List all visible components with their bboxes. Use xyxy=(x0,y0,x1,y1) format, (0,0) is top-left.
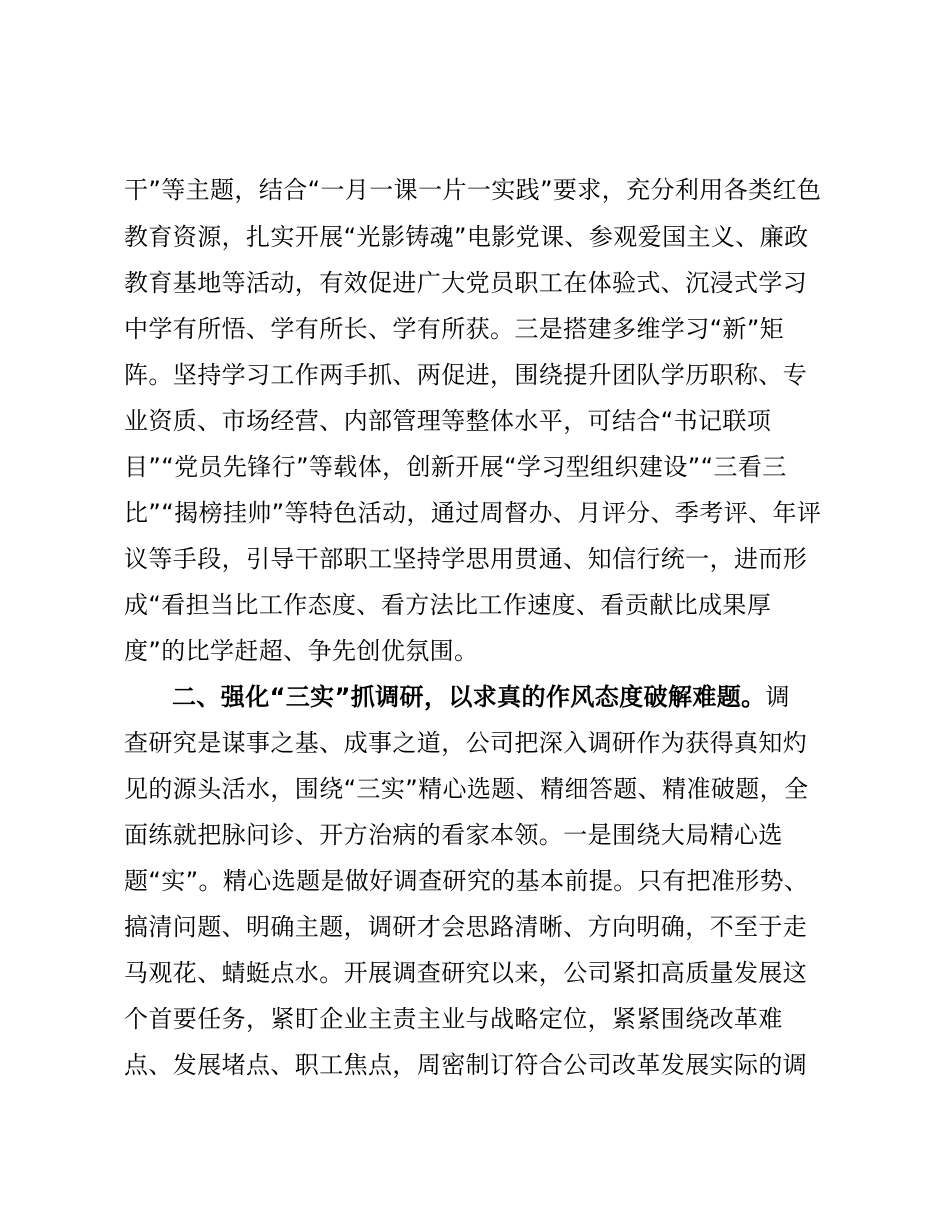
paragraph-line: 马观花、蜻蜓点水。开展调查研究以来，公司紧扣高质量发展这 xyxy=(124,959,808,987)
paragraph-line: 阵。坚持学习工作两手抓、两促进，围绕提升团队学历职称、专 xyxy=(124,361,808,389)
heading-line-continuation: 调 xyxy=(765,683,790,711)
paragraph-line: 干”等主题，结合“一月一课一片一实践”要求，充分利用各类红色 xyxy=(124,176,822,204)
paragraph-line: 教育基地等活动，有效促进广大党员职工在体验式、沉浸式学习 xyxy=(124,269,808,297)
section-heading-line xyxy=(172,674,790,720)
paragraph-line: 成“看担当比工作态度、看方法比工作速度、看贡献比成果厚 xyxy=(124,591,772,619)
paragraph-line: 中学有所悟、学有所长、学有所获。三是搭建多维学习“新”矩 xyxy=(124,315,785,343)
paragraph-line: 议等手段，引导干部职工坚持学思用贯通、知信行统一，进而形 xyxy=(124,545,808,573)
paragraph-line: 搞清问题、明确主题，调研才会思路清晰、方向明确，不至于走 xyxy=(124,913,808,941)
paragraph-line: 度”的比学赶超、争先创优氛围。 xyxy=(124,637,479,665)
paragraph-line: 查研究是谋事之基、成事之道，公司把深入调研作为获得真知灼 xyxy=(124,729,808,757)
paragraph-line: 题“实”。精心选题是做好调查研究的基本前提。只有把准形势、 xyxy=(124,867,809,895)
paragraph-line: 见的源头活水，围绕“三实”精心选题、精细答题、精准破题，全 xyxy=(124,775,809,803)
paragraph-line: 点、发展堵点、职工焦点，周密制订符合公司改革发展实际的调 xyxy=(124,1051,808,1079)
paragraph-line: 业资质、市场经营、内部管理等整体水平，可结合“书记联项 xyxy=(124,407,772,435)
paragraph-line: 面练就把脉问诊、开方治病的看家本领。一是围绕大局精心选 xyxy=(124,821,783,849)
paragraph-line: 目”“党员先锋行”等载体，创新开展“学习型组织建设”“三看三 xyxy=(124,453,787,481)
paragraph-line: 比”“揭榜挂帅”等特色活动，通过周督办、月评分、季考评、年评 xyxy=(124,499,822,527)
section-heading: 二、强化“三实”抓调研，以求真的作风态度破解难题。 xyxy=(172,683,766,711)
paragraph-line: 个首要任务，紧盯企业主责主业与战略定位，紧紧围绕改革难 xyxy=(124,1005,783,1033)
paragraph-line: 教育资源，扎实开展“光影铸魂”电影党课、参观爱国主义、廉政 xyxy=(124,223,809,251)
